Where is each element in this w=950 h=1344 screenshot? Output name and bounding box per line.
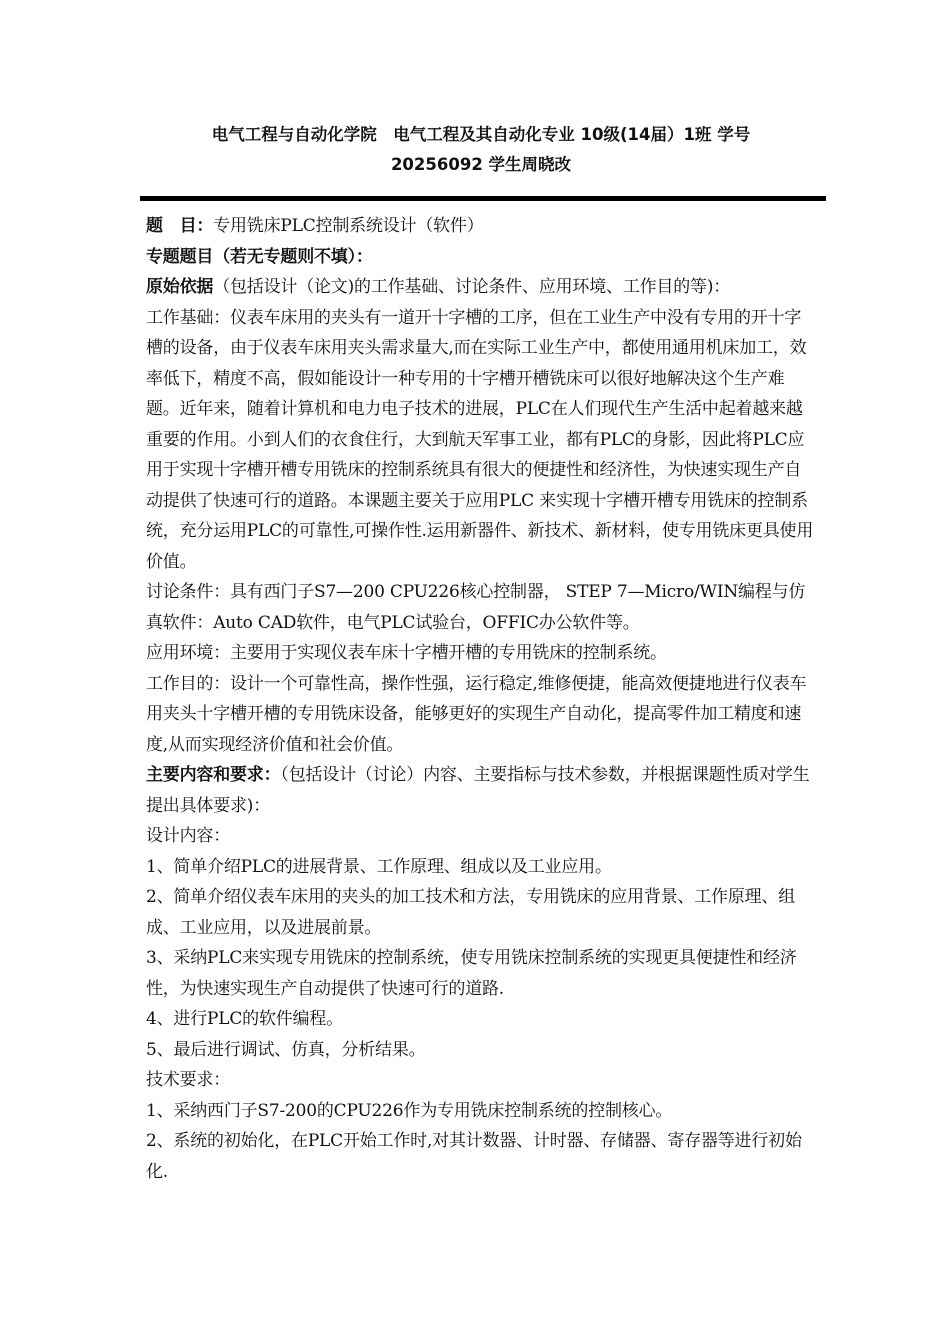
special-topic-label: 专题题目（若无专题则不填）： [146, 246, 373, 267]
special-topic-line [146, 242, 816, 273]
title-line [146, 211, 816, 242]
header-line-2: 20256092 学生周晓改 [390, 155, 572, 174]
basis-label: 原始依据 [146, 277, 214, 297]
document-page [146, 120, 816, 1187]
work-basis-paragraph: 工作基础：仪表车床用的夹头有一道开十字槽的工序，但在工业生产中没有专用的开十字槽的设备，由于仪表车床用夹头需求量大,而在实际工业生产中，都使用通用机床加工，效率低下，精度不高，假如能设计一种专用的十字槽开槽铣床可以很好地解决这个生产难题。近年来，随着计算机和电力电子技术的进展，PLC在人们现代生产生活中起着越来越重要的作用。小到人们的衣食住行，大到航天军事工业，都有PLC的身影，因此将PLC应用于实现十字槽开槽专用铣床的控制系统具有很大的便捷性和经济性，为快速实现生产自动提供了快速可行的道路。本课题主要关于应用PLC 来实现十字槽开槽专用铣床的控制系统，充分运用PLC的可靠性,可操作性.运用新器件、新技术、新材料，使专用铣床更具使用价值。 [146, 307, 814, 572]
list-item: 2、简单介绍仪表车床用的夹头的加工技术和方法，专用铣床的应用背景、工作原理、组成、工业应用，以及进展前景。 [146, 887, 796, 938]
requirements-label: 主要内容和要求： [146, 765, 281, 785]
header-line-1: 电气工程与自动化学院 电气工程及其自动化专业 10级(14届）1班 学号 [211, 125, 751, 144]
list-item: 1、采纳西门子S7-200的CPU226作为专用铣床控制系统的控制核心。 [146, 1100, 673, 1121]
title-label: 题 目： [146, 216, 214, 236]
list-item: 4、进行PLC的软件编程。 [146, 1009, 343, 1029]
purpose-paragraph: 工作目的：设计一个可靠性高，操作性强，运行稳定,维修便捷，能高效便捷地进行仪表车用夹头十字槽开槽的专用铣床设备，能够更好的实现生产自动化，提高零件加工精度和速度,从而实现经济价值和社会价值。 [146, 673, 807, 755]
design-content-heading: 设计内容： [146, 826, 230, 846]
list-item: 5、最后进行调试、仿真，分析结果。 [146, 1039, 426, 1060]
requirements-line [146, 760, 816, 821]
conditions-paragraph: 讨论条件：具有西门子S7—200 CPU226核心控制器， STEP 7—Micro/WIN编程与仿真软件：Auto CAD软件，电气PLC试验台，OFFIC办公软件等。 [146, 582, 806, 633]
environment-paragraph: 应用环境：主要用于实现仪表车床十字槽开槽的专用铣床的控制系统。 [146, 643, 667, 663]
basis-line [146, 272, 816, 303]
basis-desc: （包括设计（论文)的工作基础、讨论条件、应用环境、工作目的等)： [213, 277, 731, 297]
requirements-desc: （包括设计（讨论）内容、主要指标与技术参数，并根据课题性质对学生提出具体要求)： [146, 765, 810, 816]
title-value: 专用铣床PLC控制系统设计（软件） [213, 216, 484, 236]
header-divider [140, 196, 826, 201]
tech-requirements-heading: 技术要求： [146, 1070, 230, 1090]
document-header [126, 120, 836, 180]
document-body [146, 211, 816, 1187]
list-item: 1、简单介绍PLC的进展背景、工作原理、组成以及工业应用。 [146, 856, 612, 877]
list-item: 3、采纳PLC来实现专用铣床的控制系统，使专用铣床控制系统的实现更具便捷性和经济性，为快速实现生产自动提供了快速可行的道路. [146, 948, 797, 999]
list-item: 2、系统的初始化，在PLC开始工作时,对其计数器、计时器、存储器、寄存器等进行初始化. [146, 1131, 802, 1182]
